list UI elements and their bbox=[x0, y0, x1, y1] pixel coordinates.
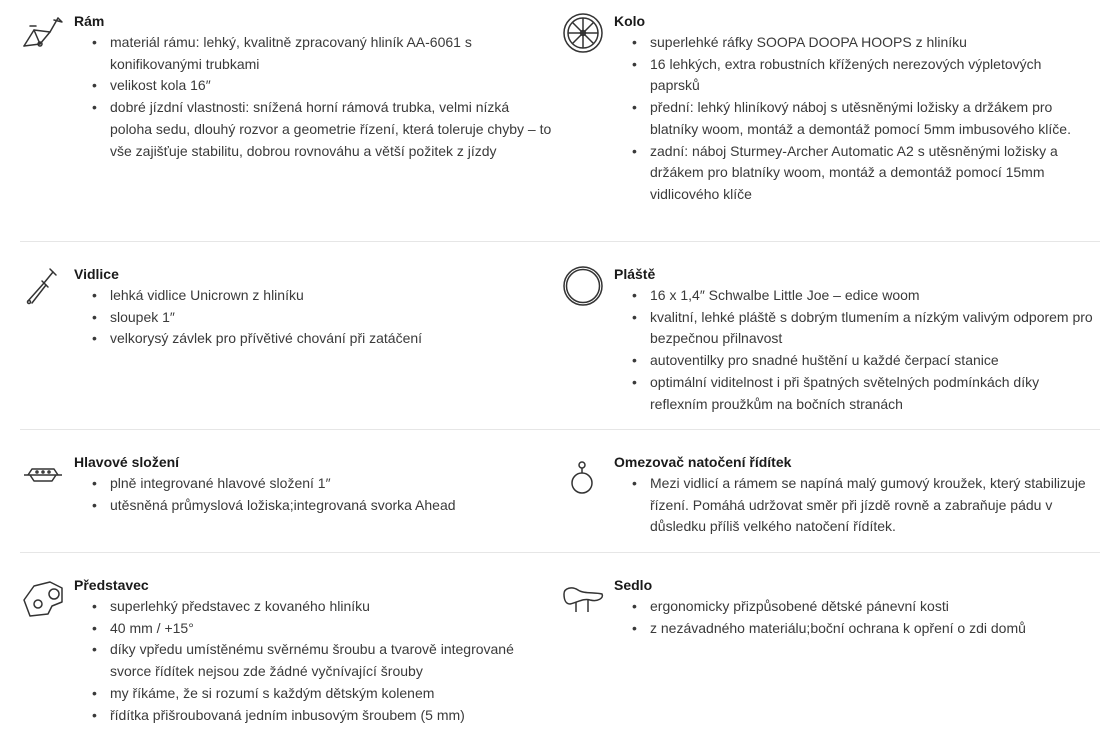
list-item: • sloupek 1″ bbox=[74, 307, 422, 329]
list-item: • autoventilky pro snadné huštění u každé čerpací stanice bbox=[614, 350, 1104, 372]
list-item: • z nezávadného materiálu;boční ochrana k opření o zdi domů bbox=[614, 618, 1026, 640]
list-item: • přední: lehký hliníkový náboj s utěsněnými ložisky a držákem pro blatníky woom, montáž a demontáž pomocí 5mm imbusového klíče. bbox=[614, 97, 1084, 140]
list-item: • díky vpředu umístěnému svěrnému šroubu a tvarově integrované svorce řídítek nejsou zde žádné vyčnívající šrouby bbox=[74, 639, 544, 682]
spec-headset bbox=[20, 445, 560, 550]
list-item: • velkorysý závlek pro přívětivé chování při zatáčení bbox=[74, 328, 422, 350]
list-item: • materiál rámu: lehký, kvalitně zpracovaný hliník AA-6061 s konifikovanými trubkami bbox=[74, 32, 544, 75]
spec-tires bbox=[560, 257, 1100, 427]
spec-stem bbox=[20, 568, 560, 738]
spec-title: Představec bbox=[74, 577, 149, 593]
list-item: • dobré jízdní vlastnosti: snížená horní rámová trubka, velmi nízká poloha sedu, dlouhý rozvor a geometrie řízení, která toleruje chyby – to vše zajišťuje stabilitu, dobrou rovnováhu a větší požitek z jízdy bbox=[74, 97, 554, 162]
spec-title: Omezovač natočení řídítek bbox=[614, 454, 792, 470]
row-divider bbox=[20, 429, 1100, 430]
spec-list bbox=[614, 473, 1104, 538]
wheel-icon bbox=[560, 10, 606, 56]
spec-list bbox=[74, 285, 422, 350]
spec-fork bbox=[20, 257, 560, 427]
headset-icon bbox=[20, 451, 66, 497]
row-divider bbox=[20, 552, 1100, 553]
list-item: • 16 x 1,4″ Schwalbe Little Joe – edice woom bbox=[614, 285, 1104, 307]
list-item: • superlehké ráfky SOOPA DOOPA HOOPS z hliníku bbox=[614, 32, 1104, 54]
list-item: • 16 lehkých, extra robustních křížených nerezových výpletových paprsků bbox=[614, 54, 1084, 97]
list-item: • superlehký představec z kovaného hliníku bbox=[74, 596, 544, 618]
list-item: • 40 mm / +15° bbox=[74, 618, 544, 640]
spec-title: Kolo bbox=[614, 13, 646, 29]
list-item: • utěsněná průmyslová ložiska;integrovaná svorka Ahead bbox=[74, 495, 456, 517]
list-item: • ergonomicky přizpůsobené dětské pánevní kosti bbox=[614, 596, 1026, 618]
tire-icon bbox=[560, 263, 606, 309]
list-item: • zadní: náboj Sturmey-Archer Automatic A2 s utěsněnými ložisky a držákem pro blatníky woom, montáž a demontáž pomocí 15mm vidlicového klíče bbox=[614, 141, 1104, 206]
steering-limiter-icon bbox=[560, 451, 606, 497]
list-item: • velikost kola 16″ bbox=[74, 75, 554, 97]
spec-list bbox=[614, 596, 1026, 639]
spec-list bbox=[74, 32, 554, 162]
stem-icon bbox=[20, 574, 66, 620]
spec-title: Hlavové složení bbox=[74, 454, 180, 470]
fork-icon bbox=[20, 263, 66, 309]
spec-list bbox=[614, 32, 1104, 206]
spec-frame bbox=[20, 4, 560, 236]
list-item: • plně integrované hlavové složení 1″ bbox=[74, 473, 456, 495]
row-divider bbox=[20, 241, 1100, 242]
spec-title: Rám bbox=[74, 13, 105, 29]
list-item: • lehká vidlice Unicrown z hliníku bbox=[74, 285, 422, 307]
saddle-icon bbox=[560, 574, 606, 620]
spec-title: Sedlo bbox=[614, 577, 653, 593]
list-item: • řídítka přišroubovaná jedním inbusovým šroubem (5 mm) bbox=[74, 705, 544, 727]
list-item: • kvalitní, lehké pláště s dobrým tlumením a nízkým valivým odporem pro bezpečnou přilnavost bbox=[614, 307, 1104, 350]
spec-list bbox=[74, 596, 544, 726]
list-item: • my říkáme, že si rozumí s každým dětským kolenem bbox=[74, 683, 544, 705]
frame-icon bbox=[20, 10, 66, 56]
spec-saddle bbox=[560, 568, 1100, 738]
spec-list bbox=[614, 285, 1104, 415]
spec-steering-limiter bbox=[560, 445, 1100, 550]
spec-title: Vidlice bbox=[74, 266, 119, 282]
spec-wheel bbox=[560, 4, 1100, 236]
list-item: • optimální viditelnost i při špatných světelných podmínkách díky reflexním proužkům na bočních stranách bbox=[614, 372, 1094, 415]
spec-title: Pláště bbox=[614, 266, 656, 282]
spec-list bbox=[74, 473, 456, 516]
list-item: • Mezi vidlicí a rámem se napíná malý gumový kroužek, který stabilizuje řízení. Pomáhá udržovat směr při jízdě rovně a zabraňuje pádu v důsledku příliš velkého natočení řídítek. bbox=[614, 473, 1104, 538]
